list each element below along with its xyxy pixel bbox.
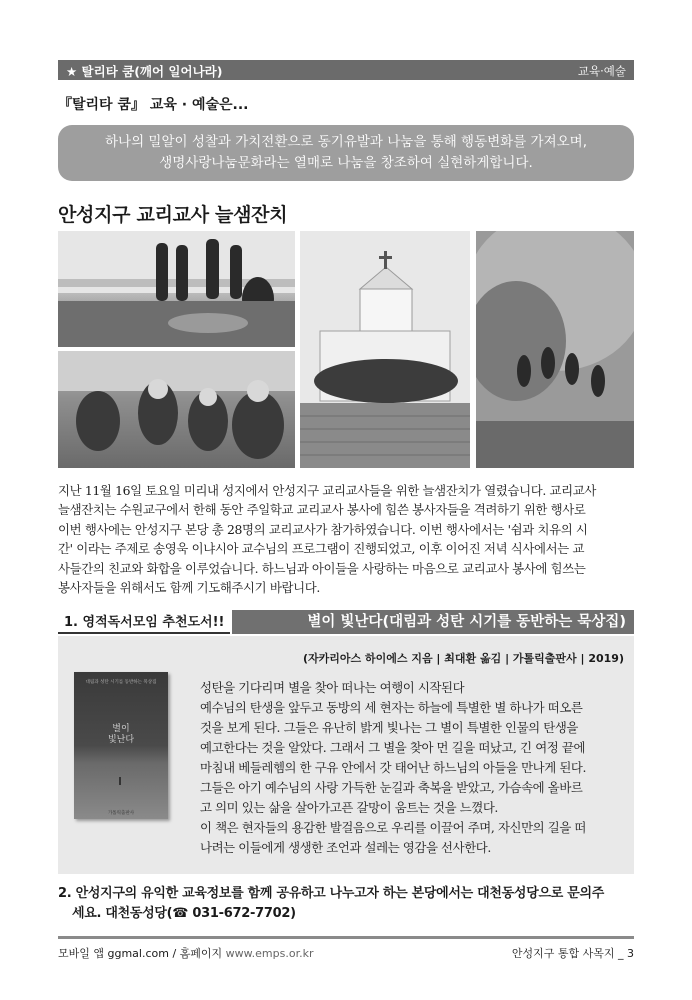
photo-teachers-circle	[58, 351, 295, 468]
article-line: 이번 행사에는 안성지구 본당 총 28명의 교리교사가 참가하였습니다. 이번 행사에서는 '쉼과 치유의 시	[58, 521, 588, 537]
book-desc-line: 이 책은 현자들의 용감한 발걸음으로 우리를 이끌어 주며, 자신만의 길을 떠	[200, 820, 587, 835]
photo-forest-jump	[476, 231, 634, 468]
book-description	[200, 678, 624, 858]
mission-line-2: 생명사랑나눔문화라는 열매로 나눔을 창조하여 실현하게합니다.	[159, 155, 533, 171]
article-line: 늘샘잔치는 수원교구에서 한해 동안 주일학교 교리교사 봉사에 힘쓴 봉사자들을 격려하기 위한 행사로	[58, 502, 586, 518]
article-line: 사들간의 친교와 화합을 이루었습니다. 하느님과 아이들을 사랑하는 마음으로 교리교사 봉사에 힘쓰는	[58, 560, 586, 576]
book-desc-line: 나려는 이들에게 생생한 조언과 설레는 영감을 선사한다.	[200, 840, 491, 855]
book-desc-line: 성탄을 기다리며 별을 찾아 떠나는 여행이 시작된다	[200, 680, 465, 695]
book-cover-image	[74, 672, 168, 819]
article-line: 봉사자들을 위해서도 함께 기도해주시기 바랍니다.	[58, 580, 320, 596]
mission-line-1: 하나의 밀알이 성찰과 가치전환으로 동기유발과 나눔을 통해 행동변화를 가져오며,	[104, 134, 587, 150]
book-desc-line: 그들은 아기 예수님의 사랑 가득한 눈길과 축복을 받았고, 가슴속에 올바르	[200, 780, 583, 795]
photo-teachers-indoor	[58, 231, 295, 347]
book-desc-line: 예수님의 탄생을 앞두고 동방의 세 현자는 하늘에 특별한 별 하나가 떠오른	[200, 700, 583, 715]
footer-website-link[interactable]: www.emps.or.kr	[225, 947, 314, 960]
article-line: 지난 11월 16일 토요일 미리내 성지에서 안성지구 교리교사들을 위한 늘샘잔치가 열렸습니다. 교리교사	[58, 483, 596, 498]
article-title: 안성지구 교리교사 늘샘잔치	[58, 204, 288, 226]
cover-title-line-2: 빛난다	[107, 735, 135, 745]
header-category: 교육·예술	[577, 64, 626, 78]
footer-app-text: 모바일 앱 ggmal.com / 홈페이지	[58, 947, 223, 960]
notice-line-1: 2. 안성지구의 유익한 교육정보를 함께 공유하고 나누고자 하는 본당에서는 대천동성당으로 문의주	[58, 886, 604, 901]
book-panel	[58, 636, 634, 874]
footer-divider	[58, 936, 634, 939]
cover-publisher: 가톨릭출판사	[107, 811, 135, 816]
article-line: 간' 이라는 주제로 송영욱 이냐시아 교수님의 프로그램이 진행되었고, 이후 이어진 저녁 식사에서는 교	[58, 541, 585, 557]
book-desc-line: 마침내 베들레헴의 한 구유 안에서 갓 태어난 하느님의 아들을 만나게 된다.	[200, 760, 587, 775]
header-title: ★ 탈리타 쿰(깨어 일어나라)	[66, 64, 223, 79]
cover-figure	[119, 777, 121, 785]
book-desc-line: 예고한다는 것을 알았다. 그래서 그 별을 찾아 먼 길을 떠났고, 긴 여정 끝에	[200, 740, 586, 755]
book-credit: (자카리아스 하이에스 지음 | 최대환 옮김 | 가톨릭출판사 | 2019)	[303, 652, 624, 665]
cover-title-line-1: 별이	[112, 724, 130, 734]
footer-page-number: 안성지구 통합 사목지 _ 3	[511, 947, 634, 960]
cover-subtitle: 대림과 성탄 시기를 동반하는 묵상집	[85, 680, 157, 685]
book-desc-line: 고 의미 있는 삶을 살아가고픈 갈망이 움트는 것을 느꼈다.	[200, 800, 498, 815]
article-body	[58, 481, 634, 597]
intro-heading: 『탈리타 쿰』 교육 · 예술은...	[58, 97, 249, 113]
notice-line-2: 세요. 대천동성당(☎ 031-672-7702)	[72, 906, 296, 921]
mission-box	[58, 125, 634, 181]
book-desc-line: 것을 보게 된다. 그들은 유난히 밝게 빛나는 그 별이 특별한 인물의 탄생을	[200, 720, 578, 735]
recommended-book-label: 1. 영적독서모임 추천도서!!	[58, 612, 230, 634]
header-bar	[58, 60, 634, 80]
book-title-bar: 별이 빛난다(대림과 성탄 시기를 동반하는 묵상집)	[232, 610, 634, 634]
photo-church-group	[300, 231, 470, 468]
contact-notice	[58, 884, 634, 924]
cover-title	[74, 724, 168, 746]
footer-left	[58, 945, 313, 961]
